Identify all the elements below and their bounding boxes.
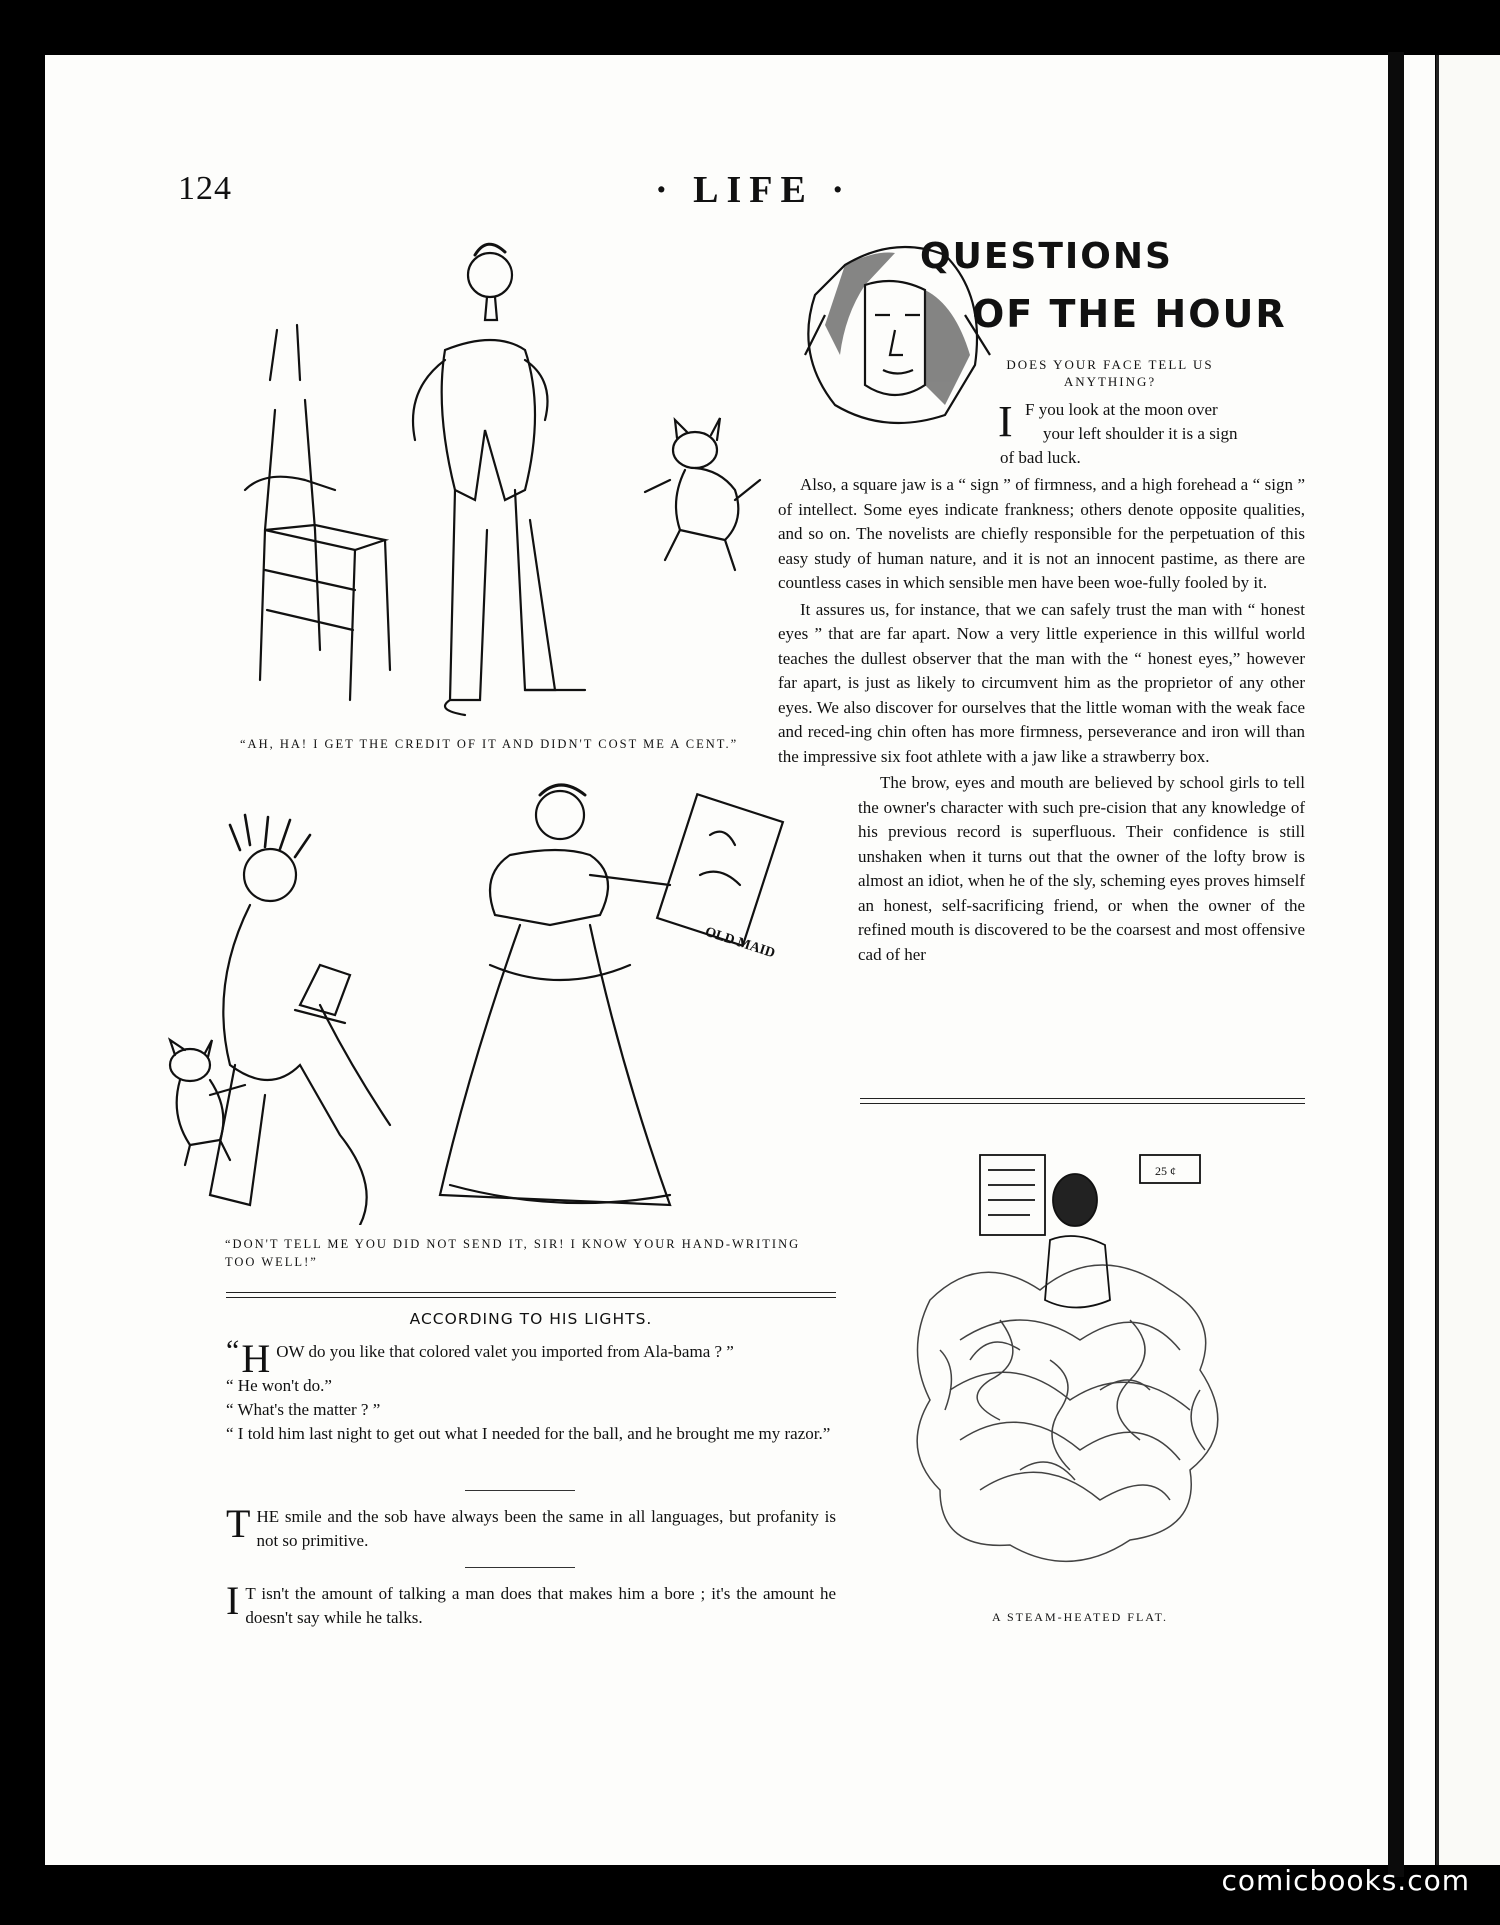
questions-intro-line1: F you look at the moon over bbox=[1025, 400, 1218, 419]
cartoon-dandy-illustration bbox=[225, 230, 765, 730]
cartoon-old-maid-caption: “DON'T TELL ME YOU DID NOT SEND IT, SIR! I KNOW YOUR HAND-WRITING TOO WELL!” bbox=[225, 1237, 801, 1269]
filler-rule-1 bbox=[465, 1490, 575, 1491]
cartoon-old-maid-illustration bbox=[150, 765, 840, 1225]
filler-1-text: HE smile and the sob have always been the same in all languages, but profanity is not so primitive. bbox=[256, 1507, 836, 1550]
questions-intro-line2: your left shoulder it is a sign bbox=[1043, 424, 1238, 443]
filler-rule-2 bbox=[465, 1567, 575, 1568]
cartoon-dandy-caption: “AH, HA! I GET THE CREDIT OF IT AND DIDN'T COST ME A CENT.” bbox=[240, 737, 739, 751]
questions-body bbox=[778, 473, 1305, 967]
questions-intro-line3: of bad luck. bbox=[1000, 448, 1081, 467]
filler-1-dropcap: T bbox=[226, 1501, 251, 1546]
masthead-title: · LIFE · bbox=[655, 169, 853, 211]
steam-heated-flat-caption: A STEAM-HEATED FLAT. bbox=[991, 1610, 1169, 1624]
filler-1 bbox=[226, 1501, 836, 1553]
lights-dropcap: H bbox=[241, 1336, 271, 1381]
next-page-edge bbox=[1436, 55, 1500, 1865]
lights-open-quote: “ bbox=[226, 1334, 240, 1367]
lights-line4: “ I told him last night to get out what I needed for the ball, and he brought me my razor.” bbox=[226, 1424, 831, 1443]
price-tag-label: 25 ¢ bbox=[1155, 1164, 1176, 1178]
old-maid-picture-label: OLD MAID bbox=[702, 924, 777, 962]
questions-dropcap: I bbox=[998, 397, 1013, 446]
lights-title: ACCORDING TO HIS LIGHTS. bbox=[409, 1310, 653, 1328]
lights-line1-text: OW do you like that colored valet you imported from Ala-bama ? ” bbox=[276, 1342, 734, 1361]
filler-2-dropcap: I bbox=[226, 1578, 240, 1623]
steam-heated-flat-illustration bbox=[900, 1150, 1240, 1580]
questions-paragraph: It assures us, for instance, that we can safely trust the man with “ honest eyes ” that are far apart. Now a very little experience in this willful world teaches the dullest observer that the man with the “ honest eyes,” however far apart, is just as likely to circumvent him as the proprietor of any other eyes. We also discover for ourselves that the little woman with the weak face and reced-ing chin often has more firmness, perseverance and iron will than the impressive six foot athlete with a jaw like a strawberry box. bbox=[778, 599, 1305, 766]
lights-body bbox=[226, 1334, 836, 1446]
page-number: 124 bbox=[178, 170, 232, 207]
lights-top-rule bbox=[226, 1292, 836, 1298]
questions-title-line2: OF THE HOUR bbox=[972, 292, 1287, 336]
filler-2-text: T isn't the amount of talking a man does that makes him a bore ; it's the amount he doesn't say while he talks. bbox=[245, 1584, 836, 1627]
questions-title-line1: QUESTIONS bbox=[920, 236, 1173, 277]
questions-paragraph: Also, a square jaw is a “ sign ” of firmness, and a high forehead a “ sign ” of intellect. Some eyes indicate frankness; others denote opposite qualities, and so on. The novelists are chiefly responsible for the perpetuation of this easy study of human nature, and it is not an innocent pastime, as there are countless cases in which sensible men have been woe-fully fooled by it. bbox=[778, 475, 1305, 592]
filler-2 bbox=[226, 1578, 836, 1630]
lights-line1 bbox=[226, 1334, 836, 1381]
lights-line3: “ What's the matter ? ” bbox=[226, 1400, 381, 1419]
questions-paragraph: The brow, eyes and mouth are believed by school girls to tell the owner's character with such pre-cision that any knowledge of his previous record is superfluous. Their confidence is still unshaken when it turns out that the owner of the lofty brow is almost an idiot, when he of the sly, scheming eyes proves himself an honest, self-sacrificing friend, or when the owner of the refined mouth is discovered to be the coarsest and most offensive cad of her bbox=[858, 773, 1305, 964]
book-spine bbox=[1388, 52, 1404, 1877]
lights-line2: “ He won't do.” bbox=[226, 1376, 332, 1395]
site-watermark: comicbooks.com bbox=[1221, 1864, 1470, 1897]
questions-subhead: DOES YOUR FACE TELL US ANYTHING? bbox=[1006, 357, 1214, 389]
questions-end-rule bbox=[860, 1098, 1305, 1104]
